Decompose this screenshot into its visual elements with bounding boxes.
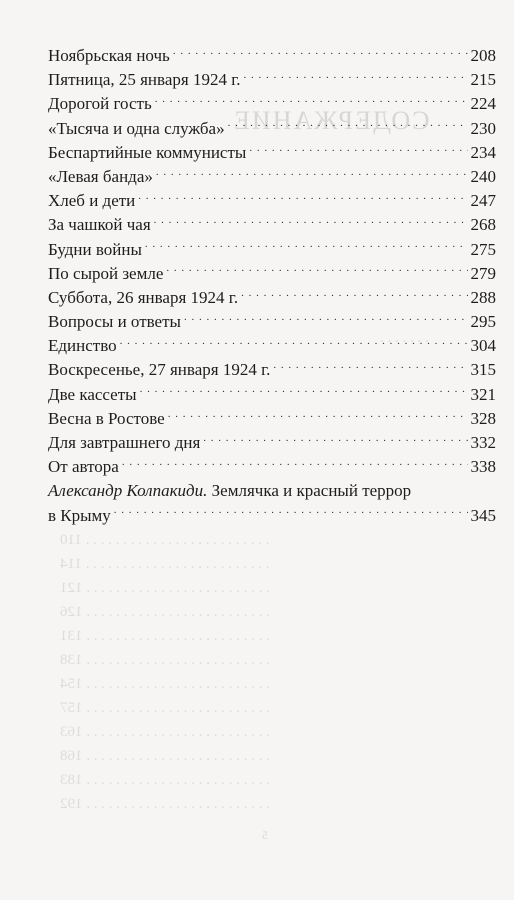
toc-entry-page: 304 [470,336,496,356]
bleed-through-text: . . . . . . . . . . . . . . . . . . . . . . . . . 192 [60,796,270,812]
bleed-through-text: . . . . . . . . . . . . . . . . . . . . . . . . . 114 [60,556,270,572]
toc-entry-page: 215 [470,70,496,90]
bleed-through-text: . . . . . . . . . . . . . . . . . . . . . . . . . 157 [60,700,270,716]
bleed-through-text: . . . . . . . . . . . . . . . . . . . . . . . . . 183 [60,772,270,788]
dot-leader [244,68,468,85]
bleed-through-text: . . . . . . . [380,330,429,346]
bleed-through-text: . . . . . . . . . . . . . . . . . . . . . . . . . 163 [60,724,270,740]
toc-entry[interactable] [48,141,496,165]
toc-entry-title: Землячка и красный террор [207,481,412,501]
dot-leader [173,44,468,61]
toc-entry-title: Хлеб и дети [48,191,136,211]
toc-entry[interactable] [48,92,496,116]
toc-entry[interactable] [48,286,496,310]
toc-entry[interactable] [48,68,496,92]
dot-leader [168,407,468,424]
dot-leader [184,310,468,327]
toc-entry[interactable] [48,334,496,358]
toc-entry[interactable] [48,262,496,286]
dot-leader [114,504,468,521]
dot-leader [122,455,468,472]
toc-entry-page: 240 [470,166,496,186]
toc-entry-page: 230 [470,118,496,138]
toc-entry-title: Беспартийные коммунисты [48,142,247,162]
toc-entry-page: 279 [470,263,496,283]
toc-entry-page: 288 [470,287,496,307]
toc-entry-title: Вопросы и ответы [48,312,181,332]
toc-entry-page: 345 [470,505,496,525]
dot-leader [145,238,468,255]
toc-entry-title-line1 [48,479,496,503]
toc-entry-title: От автора [48,457,119,477]
toc-entry-page: 234 [470,142,496,162]
toc-entry[interactable] [48,383,496,407]
bleed-through-text: . . . . . . . . . . . . . . . . . . . . . . . . . 126 [60,604,270,620]
toc-entry-title: «Тысяча и одна служба» [48,118,225,138]
toc-entry-title: Пятница, 25 января 1924 г. [48,70,241,90]
toc-entry-title: Дорогой гость [48,94,152,114]
toc-entry-page: 338 [470,457,496,477]
toc-entry-page: 275 [470,239,496,259]
bleed-through-text: . . . . . . . . . . . . . . . . . . . . . . . . . 110 [60,532,270,548]
dot-leader [154,213,468,230]
bleed-through-text: . . . . . . . . . . . . . . . . . . . . . . . . . 168 [60,748,270,764]
toc-entry-page: 268 [470,215,496,235]
toc-entry[interactable] [48,213,496,237]
toc-entry-page: 295 [470,312,496,332]
toc-entry-page: 321 [470,384,496,404]
toc-entry[interactable] [48,165,496,189]
dot-leader [138,189,467,206]
dot-leader [241,286,467,303]
toc-entry-title-line2: в Крыму [48,505,111,525]
dot-leader [120,334,468,351]
toc-entry-title: Ноябрьская ночь [48,46,170,65]
toc-entry-page: 208 [470,46,496,65]
toc-entry-title: Две кассеты [48,384,137,404]
bleed-through-text: . . . . . . . . . . . . . . . . . . . . . . . . . 131 [60,628,270,644]
toc-entry-title: «Левая банда» [48,166,153,186]
toc-entry-page: 315 [470,360,496,380]
dot-leader [166,262,467,279]
toc-entry[interactable] [48,407,496,431]
toc-entry-title-line2-row [48,504,496,528]
toc-entry[interactable] [48,358,496,382]
toc-entry-title: Для завтрашнего дня [48,433,201,452]
toc-entry-title: За чашкой чая [48,215,151,235]
bleed-through-text: . . . . . . . . . . . . . . . . . . . . . . . . . 138 [60,652,270,668]
toc-entry[interactable] [48,117,496,141]
bleed-through-heading: СОДЕРЖАНИЕ [232,106,430,135]
toc-entry[interactable] [48,44,496,68]
toc-entry-title: Воскресенье, 27 января 1924 г. [48,360,271,380]
bleed-through-text: . . . . . . . . . . . . . . . . . . . . . . . . . 121 [60,580,270,596]
toc-entry-page: 224 [470,94,496,114]
dot-leader [203,431,467,448]
toc-entry[interactable] [48,310,496,334]
toc-entry-page: 247 [470,191,496,211]
toc-entry-title: Весна в Ростове [48,408,165,428]
dot-leader [273,358,467,375]
table-of-contents [48,44,496,528]
dot-leader [228,117,468,134]
dot-leader [155,92,468,109]
toc-entry[interactable] [48,238,496,262]
toc-entry-afterword[interactable] [48,479,496,527]
dot-leader [156,165,468,182]
toc-entry-title: Будни войны [48,239,142,259]
toc-entry-title: Суббота, 26 января 1924 г. [48,287,239,307]
toc-entry[interactable] [48,431,496,455]
toc-entry-page: 332 [470,433,496,452]
toc-entry[interactable] [48,189,496,213]
toc-entry-title: По сырой земле [48,263,164,283]
bleed-through-page-number: 5 [262,828,268,842]
toc-entry-author: Александр Колпакиди. [48,481,208,501]
dot-leader [249,141,467,158]
dot-leader [140,383,468,400]
toc-entry[interactable] [48,455,496,479]
toc-entry-page: 328 [470,408,496,428]
bleed-through-text: . . . . . . . . . . . . . . . . . . . . . . . . . 154 [60,676,270,692]
toc-entry-title: Единство [48,336,117,356]
